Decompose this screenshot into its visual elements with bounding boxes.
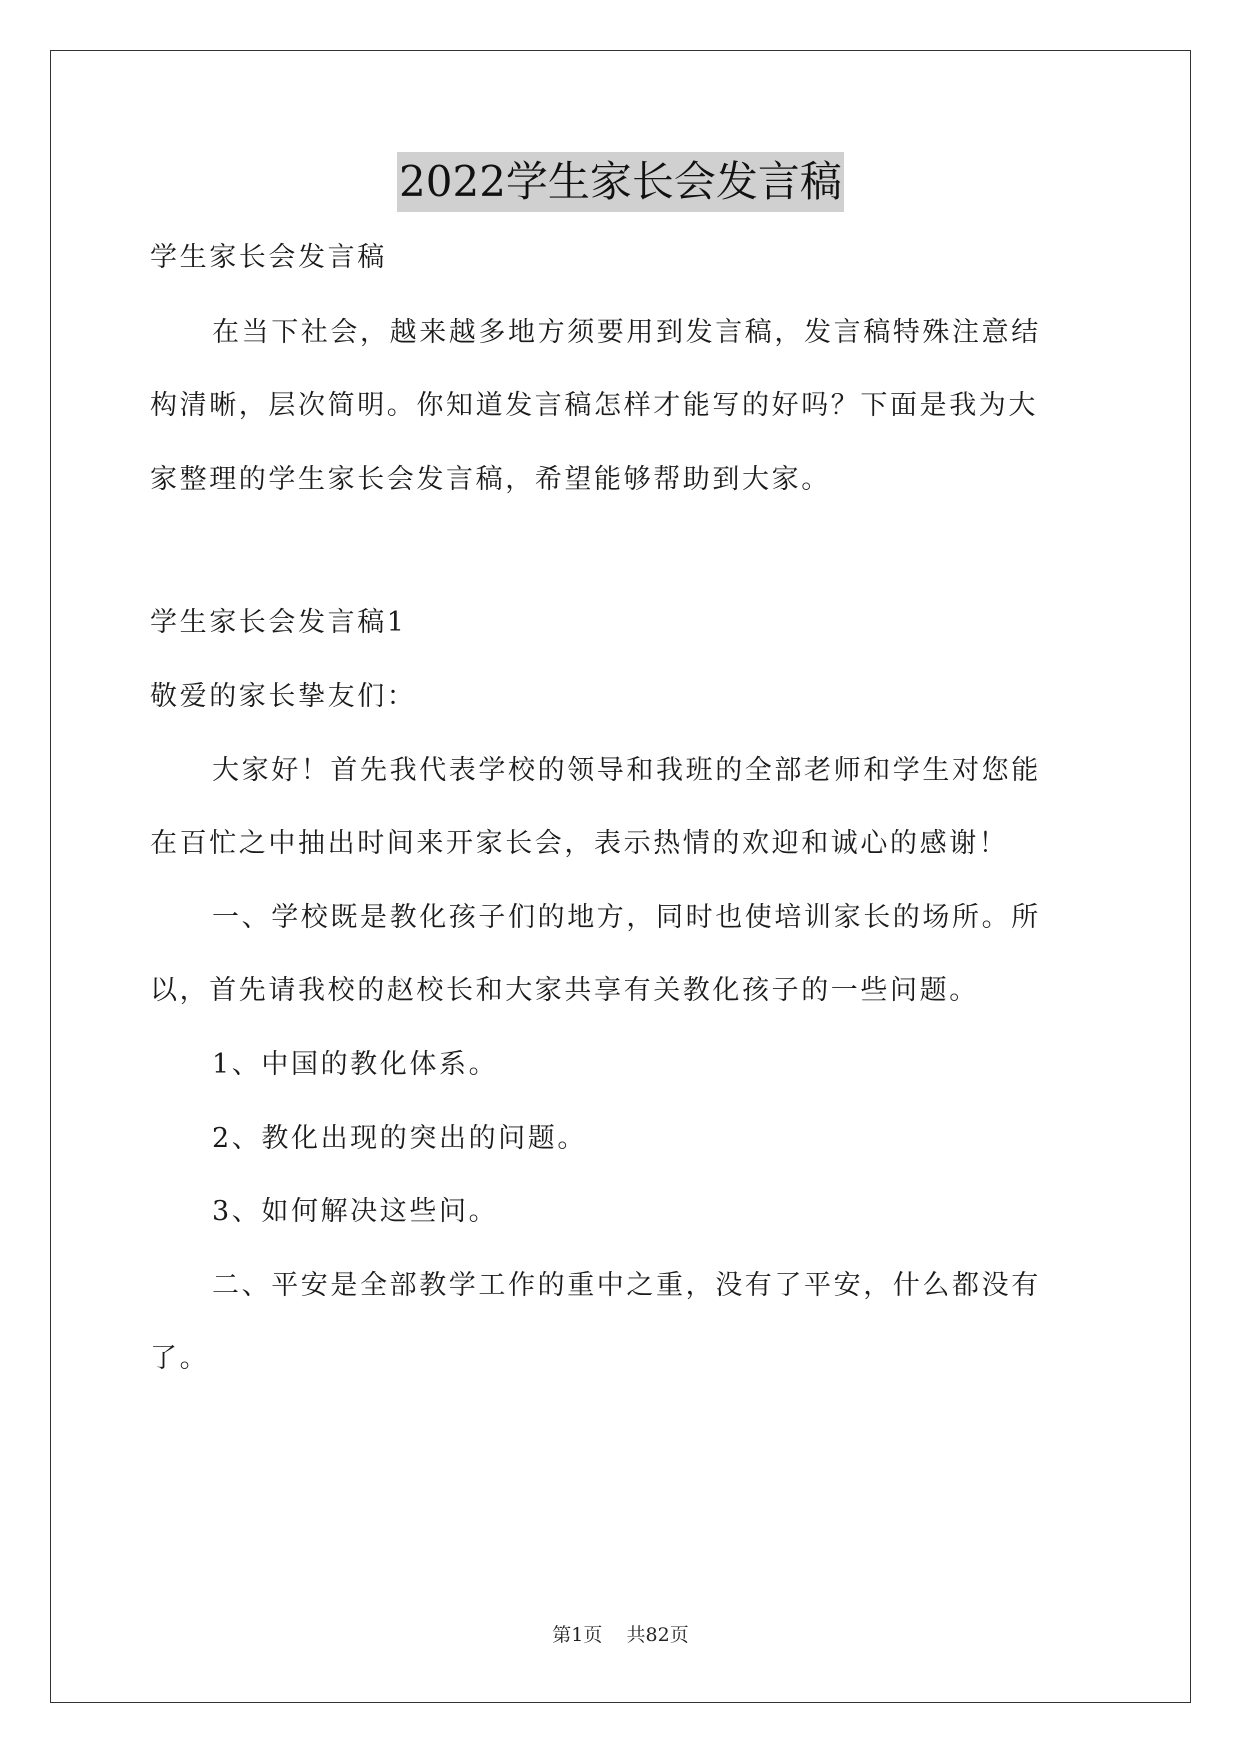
- title-container: [0, 152, 1241, 212]
- intro-line: 家整理的学生家长会发言稿，希望能够帮助到大家。: [150, 464, 831, 495]
- list-item: 2、教化出现的突出的问题。: [212, 1123, 587, 1154]
- document-heading: 学生家长会发言稿: [150, 242, 387, 273]
- page-footer: [0, 1622, 1241, 1648]
- list-item: 3、如何解决这些问。: [212, 1196, 499, 1227]
- total-prefix: 共: [626, 1624, 646, 1646]
- list-item: 1、中国的教化体系。: [212, 1049, 499, 1080]
- page-number: 1: [571, 1624, 584, 1646]
- page-border: [50, 50, 1191, 1703]
- paragraph-line: 了。: [150, 1343, 210, 1374]
- paragraph-line: 大家好！首先我代表学校的领导和我班的全部老师和学生对您能: [212, 755, 1041, 786]
- paragraph-line: 二、平安是全部教学工作的重中之重，没有了平安，什么都没有: [212, 1270, 1041, 1301]
- paragraph-line: 一、学校既是教化孩子们的地方，同时也使培训家长的场所。所: [212, 902, 1041, 933]
- salutation: 敬爱的家长挚友们：: [150, 681, 417, 712]
- document-title: 2022学生家长会发言稿: [397, 152, 844, 212]
- paragraph-line: 以，首先请我校的赵校长和大家共享有关教化孩子的一些问题。: [150, 975, 979, 1006]
- page-label-suffix: 页: [583, 1624, 603, 1646]
- intro-line: 构清晰，层次简明。你知道发言稿怎样才能写的好吗？下面是我为大: [150, 390, 1038, 421]
- total-pages: 82: [645, 1624, 670, 1646]
- intro-line: 在当下社会，越来越多地方须要用到发言稿，发言稿特殊注意结: [212, 317, 1041, 348]
- page-label-prefix: 第: [552, 1624, 572, 1646]
- total-suffix: 页: [669, 1624, 689, 1646]
- paragraph-line: 在百忙之中抽出时间来开家长会，表示热情的欢迎和诚心的感谢！: [150, 828, 1009, 859]
- section-title: 学生家长会发言稿1: [150, 607, 407, 638]
